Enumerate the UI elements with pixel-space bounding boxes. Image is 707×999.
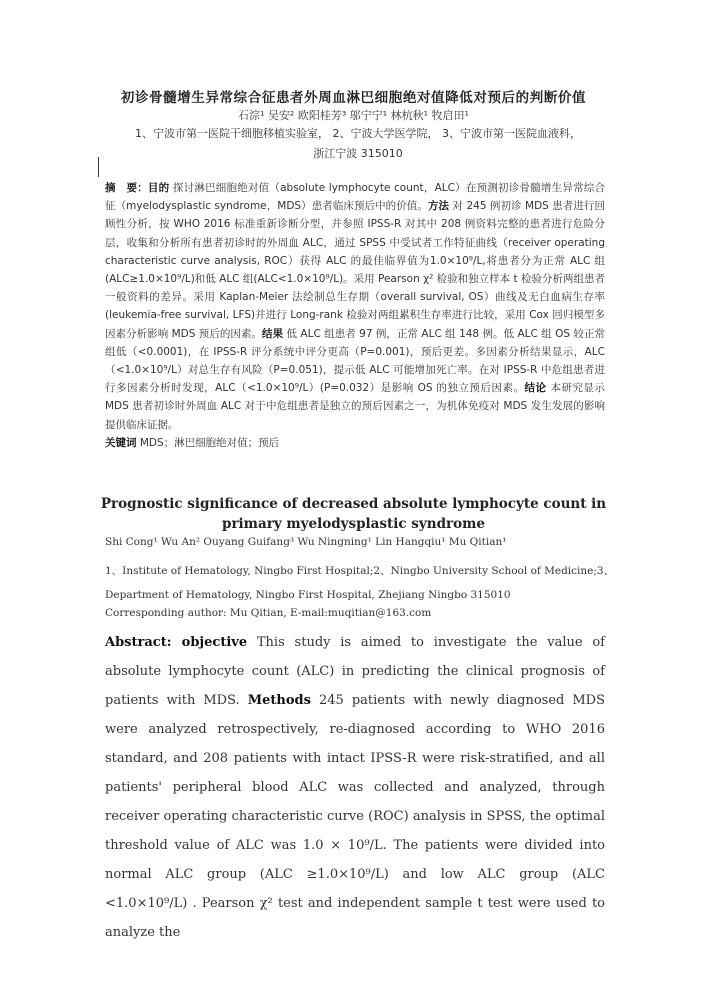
corresponding-author: Corresponding author: Mu Qitian, E-mail:muqitian@163.com	[105, 607, 432, 619]
english-abstract	[105, 628, 605, 947]
objective-text: 探讨淋巴细胞绝对值（absolute lymphocyte count，ALC）在预测初诊骨髓增生异常综合征（myelodysplastic syndrome，MDS）患者临床预后中的价值。	[105, 182, 606, 213]
results-label: 结果	[262, 327, 284, 340]
english-affiliation-line-1: 1、Institute of Hematology, Ningbo First Hospital;2、Ningbo University School of Medicine;3、	[105, 565, 615, 577]
english-authors: Shi Cong¹ Wu An² Ouyang Guifang³ Wu Ningning¹ Lin Hangqiu¹ Mu Qitian¹	[105, 536, 507, 548]
chinese-affiliation-line-1: 1、宁波市第一医院干细胞移植实验室， 2、宁波大学医学院， 3、宁波市第一医院血液科，	[135, 127, 581, 140]
objective-label: 目的	[147, 182, 170, 194]
english-methods-label: Methods	[247, 693, 311, 708]
methods-text: 对 245 例初诊 MDS 患者进行回顾性分析，按 WHO 2016 标准重新诊断分型，并参照 IPSS-R 对其中 208 例资料完整的患者进行危险分层，收集和分析所有患者初诊时的外周血 ALC，通过 SPSS 中受试者工作特征曲线（receiver operating characteristic curve analysis, ROC）获得 ALC 的最佳临界值为1.0×10⁹/L,将患者分为正常 ALC 组(ALC≥1.0×10⁹/L)和低 ALC 组(ALC<1.0×10⁹/L)。采用 Pearson χ² 检验和独立样本 t 检验分析两组患者一般资料的差异。采用 Kaplan-Meier 法绘制总生存期（overall survival, OS）曲线及无白血病生存率(leukemia-free survival, LFS)并进行 Long-rank 检验对两组累积生存率进行比较，采用 Cox 回归模型多因素分析影响 MDS 预后的因素。	[105, 200, 606, 340]
english-objective-text: This study is aimed to investigate the value of absolute lymphocyte count (ALC) in predicting the clinical prognosis of patients with MDS.	[105, 635, 605, 708]
chinese-authors: 石淙¹ 吴安² 欧阳桂芳³ 邬宁宁¹ 林杭秋¹ 牧启田¹	[238, 109, 469, 122]
english-abstract-label: Abstract: objective	[105, 635, 248, 650]
keywords-text: MDS；淋巴细胞绝对值；预后	[139, 437, 280, 449]
chinese-affiliations	[108, 124, 608, 164]
conclusion-text: 本研究显示 MDS 患者初诊时外周血 ALC 对于中危组患者是独立的预后因素之一，为机体免疫对 MDS 发生发展的影响提供临床证据。	[105, 382, 606, 431]
english-title: Prognostic significance of decreased absolute lymphocyte count in primary myelodysplastic syndrome	[100, 496, 607, 532]
text-cursor	[98, 157, 99, 177]
abstract-label: 摘 要：	[105, 182, 148, 194]
chinese-title: 初诊骨髓增生异常综合征患者外周血淋巴细胞绝对值降低对预后的判断价值	[120, 90, 587, 106]
keywords-label: 关键词	[105, 437, 137, 449]
results-text: 低 ALC 组患者 97 例，正常 ALC 组 148 例。低 ALC 组 OS 较正常组低（<0.0001)，在 IPSS-R 评分系统中评分更高（P=0.001)，预后更差。多因素分析结果显示，ALC（<1.0×10⁹/L）对总生存有风险（P=0.051)，提示低 ALC 可能增加死亡率。在对 IPSS-R 中危组患者进行多因素分析时发现，ALC（<1.0×10⁹/L）(P=0.032）是影响 OS 的独立预后因素。	[105, 327, 606, 395]
conclusion-label: 结论	[524, 382, 547, 395]
chinese-affiliation-line-2: 浙江宁波 315010	[313, 147, 403, 160]
english-methods-text: 245 patients with newly diagnosed MDS were analyzed retrospectively, re-diagnosed according to WHO 2016 standard, and 208 patients with intact IPSS-R were risk-stratified, and all patients' peripheral blood ALC was collected and analyzed, through receiver operating characteristic curve (ROC) analysis in SPSS, the optimal threshold value of ALC was 1.0 × 10⁹/L. The patients were divided into normal ALC group (ALC ≥1.0×10⁹/L) and low ALC group (ALC <1.0×10⁹/L) . Pearson χ² test and independent sample t test were used to analyze the	[105, 693, 606, 940]
chinese-abstract	[105, 179, 605, 434]
english-affiliation-line-2: Department of Hematology, Ningbo First Hospital, Zhejiang Ningbo 315010	[105, 589, 511, 601]
methods-label: 方法	[427, 200, 450, 213]
chinese-keywords	[105, 434, 605, 452]
